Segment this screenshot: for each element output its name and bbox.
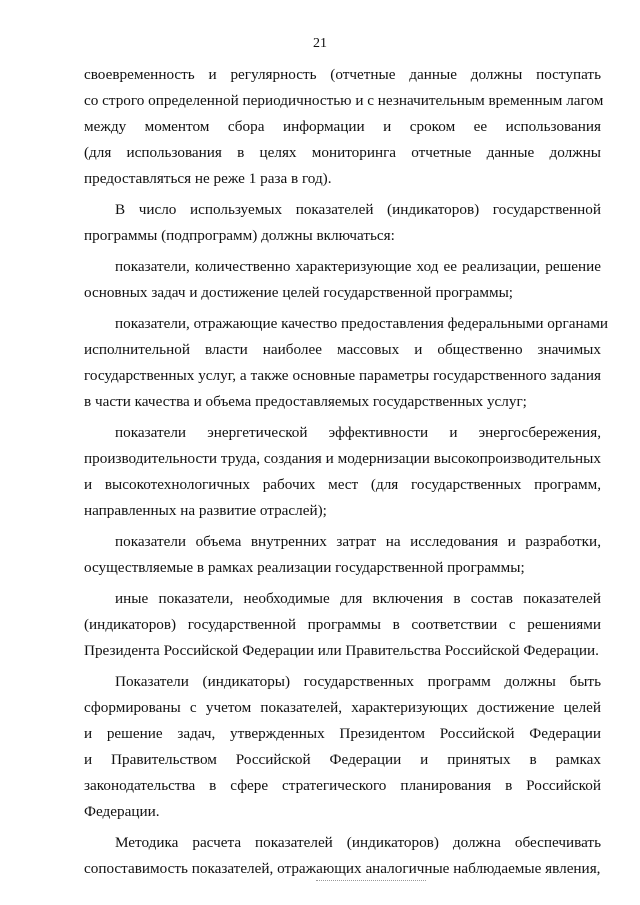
paragraph-line: показатели, отражающие качество предоставления федеральными органами [115, 315, 609, 332]
paragraph-line: показатели, количественно характеризующие ход ее реализации, решение [115, 258, 601, 275]
paragraph-line: и решение задач, утвержденных Президентом Российской Федерации [84, 725, 601, 742]
paragraph-line: основных задач и достижение целей государственной программы; [84, 284, 513, 301]
paragraph-line: Президента Российской Федерации или Правительства Российской Федерации. [84, 642, 599, 659]
page-number: 21 [313, 36, 327, 51]
paragraph-p7 [84, 586, 601, 664]
paragraph-line: и Правительством Российской Федерации и принятых в рамках [84, 751, 601, 768]
page-bottom-edge [316, 880, 426, 881]
paragraph-line: своевременность и регулярность (отчетные данные должны поступать [84, 66, 601, 83]
paragraph-line: (для использования в целях мониторинга отчетные данные должны [84, 144, 601, 161]
paragraph-line: законодательства в сфере стратегического планирования в Российской [84, 777, 601, 794]
paragraph-line: Показатели (индикаторы) государственных программ должны быть [115, 673, 601, 690]
paragraph-line: предоставляться не реже 1 раза в год). [84, 170, 332, 187]
paragraph-line: направленных на развитие отраслей); [84, 502, 327, 519]
paragraph-p9 [84, 830, 601, 882]
paragraph-line: в части качества и объема предоставляемых государственных услуг; [84, 393, 527, 410]
paragraph-line: Методика расчета показателей (индикаторов) должна обеспечивать [115, 834, 601, 851]
paragraph-line: показатели объема внутренних затрат на исследования и разработки, [115, 533, 601, 550]
paragraph-line: Федерации. [84, 803, 160, 820]
paragraph-line: государственных услуг, а также основные параметры государственного задания [84, 367, 601, 384]
paragraph-p2 [84, 197, 601, 249]
paragraph-p5 [84, 420, 601, 524]
paragraph-line: осуществляемые в рамках реализации государственной программы; [84, 559, 525, 576]
paragraph-p4 [84, 311, 609, 415]
paragraph-p6 [84, 529, 601, 581]
paragraph-line: исполнительной власти наиболее массовых и общественно значимых [84, 341, 601, 358]
paragraph-p8 [84, 669, 601, 825]
paragraph-line: иные показатели, необходимые для включения в состав показателей [115, 590, 601, 607]
paragraph-line: между моментом сбора информации и сроком ее использования [84, 118, 601, 135]
paragraph-line: показатели энергетической эффективности и энергосбережения, [115, 424, 601, 441]
paragraph-line: и высокотехнологичных рабочих мест (для государственных программ, [84, 476, 601, 493]
paragraph-line: со строго определенной периодичностью и с незначительным временным лагом [84, 92, 604, 109]
paragraph-line: сформированы с учетом показателей, характеризующих достижение целей [84, 699, 601, 716]
paragraph-line: (индикаторов) государственной программы в соответствии с решениями [84, 616, 601, 633]
paragraph-line: В число используемых показателей (индикаторов) государственной [115, 201, 601, 218]
document-body [84, 62, 609, 882]
paragraph-line: производительности труда, создания и модернизации высокопроизводительных [84, 450, 601, 467]
paragraph-p1 [84, 62, 604, 192]
paragraph-line: сопоставимость показателей, отражающих аналогичные наблюдаемые явления, [84, 860, 601, 877]
paragraph-line: программы (подпрограмм) должны включаться: [84, 227, 395, 244]
paragraph-p3 [84, 254, 601, 306]
